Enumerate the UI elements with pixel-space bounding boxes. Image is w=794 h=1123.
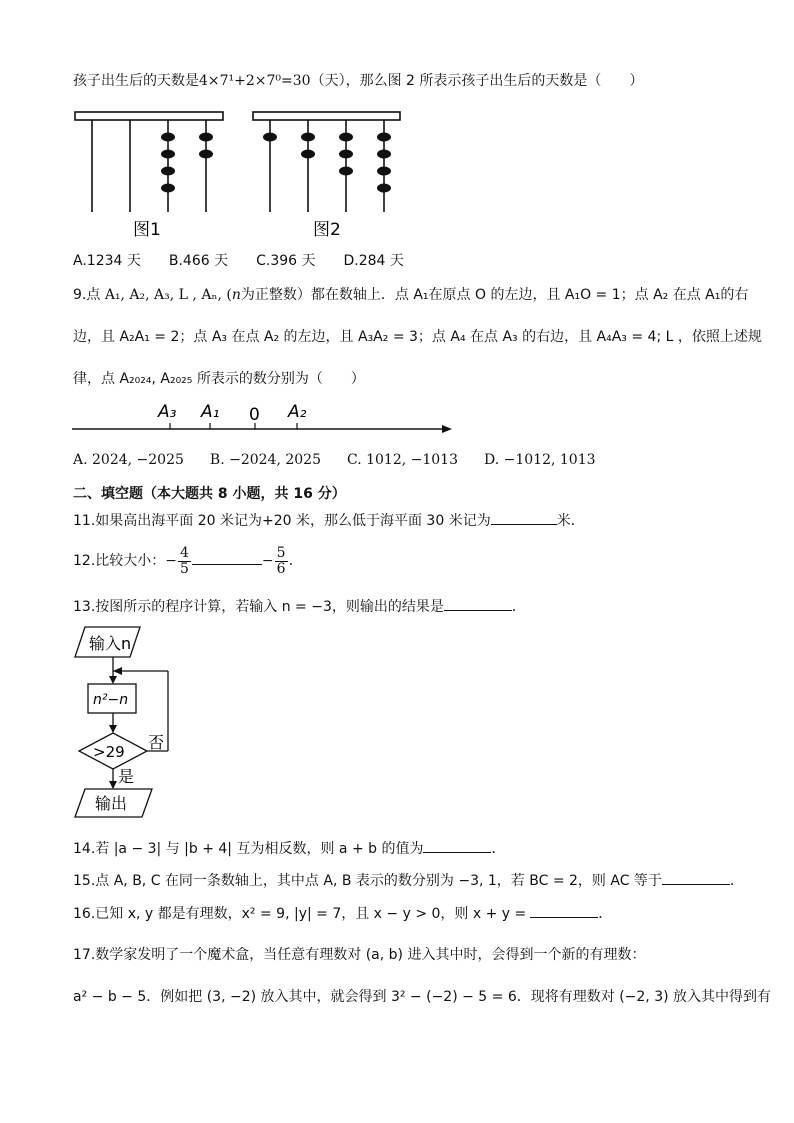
abacus-bead [339,133,353,142]
number-line-label-a2: A₂ [288,402,307,422]
q15 [73,870,744,891]
q12-fraction-1-numerator: 4 [180,544,189,561]
abacus-bead [377,150,391,159]
q14 [73,838,505,859]
figure-1-label: 图1 [133,220,161,240]
q12-fraction-1 [178,546,191,577]
q12-fraction-1-denominator: 5 [180,560,189,577]
flow-output-label: 输出 [95,794,128,813]
abacus-bead [339,167,353,176]
figure-2-label: 图2 [313,220,341,240]
q9-option-c: C. 1012, −1013 [346,452,458,468]
number-line-label-a3: A₃ [158,402,177,422]
q13-end: ． [511,599,526,615]
q8-option-d: D.284 天 [343,253,404,269]
abacus-bead [161,184,175,193]
abacus-bead [377,184,391,193]
q9-options [73,450,624,470]
q12-prefix: 12.比较大小： [73,553,166,569]
q12-minus-1: − [165,553,177,569]
q9-option-a: A. 2024, −2025 [73,452,184,468]
q13 [73,596,526,617]
q13-flowchart [60,620,190,825]
q16 [73,903,612,924]
q12-answer-blank[interactable] [192,550,262,565]
q9-line-3: 律，点 A₂₀₂₄, A₂₀₂₅ 所表示的数分别为（ ） [73,371,365,387]
q15-text: 15.点 A, B, C 在同一条数轴上，其中点 A, B 表示的数分别为 −3, 1，若 BC = 2，则 AC 等于 [73,873,662,889]
abacus-bead [339,150,353,159]
abacus-bead [263,133,277,142]
abacus-bead [377,133,391,142]
q9-line-1 [73,285,748,305]
q17-line-2: a² − b − 5．例如把 (3, −2) 放入其中，就会得到 3² − (−2) − 5 = 6．现将有理数对 (−2, 3) 放入其中得到有 [73,989,772,1005]
abacus-bead [161,167,175,176]
flow-input-label: 输入n [89,634,132,653]
q12-fraction-2-numerator: 5 [276,544,286,561]
q16-end: ． [598,906,613,922]
q8-stem [73,71,643,91]
abacus-bead [199,150,213,159]
q13-text: 13.按图所示的程序计算，若输入 n = −3，则输出的结果是 [73,599,444,615]
q11-answer-blank[interactable] [491,510,557,525]
q12-fraction-2-denominator: 6 [276,560,286,577]
flow-yes-label: 是 [118,767,135,786]
q14-end: ． [491,841,506,857]
q11-text: 11.如果高出海平面 20 米记为+20 米，那么低于海平面 30 米记为 [73,513,491,529]
q8-options [73,251,432,271]
q15-end: ． [729,873,744,889]
flow-condition-label: >29 [93,743,125,761]
abacus-bead [161,133,175,142]
abacus-bead [199,133,213,142]
flow-process-label: n²−n [93,692,129,708]
q9-number-line [60,395,460,440]
q8-formula: 4×7¹+2×7⁰=30 [199,73,311,89]
abacus-figure-2 [253,112,400,212]
number-line-label-a1: A₁ [201,402,220,422]
q9-n: n [231,287,241,303]
q8-option-c: C.396 天 [256,253,316,269]
abacus-bead [301,150,315,159]
abacus-figures [60,105,420,245]
q14-text: 14.若 |a − 3| 与 |b + 4| 互为相反数，则 a + b 的值为 [73,841,424,857]
q11-unit: 米． [556,513,585,529]
q9-line-2: 边，且 A₂A₁ = 2；点 A₃ 在点 A₂ 的左边，且 A₃A₂ = 3；点 A₄ 在点 A₃ 的右边，且 A₄A₃ = 4; L ，依照上述规 [73,329,762,345]
q8-stem-suffix: （天），那么图 2 所表示孩子出生后的天数是（ ） [310,73,644,89]
section-2-title: 二、填空题（本大题共 8 小题，共 16 分） [73,486,346,502]
q15-answer-blank[interactable] [662,870,730,885]
q16-text: 16.已知 x, y 都是有理数，x² = 9, |y| = 7，且 x − y > 0，则 x + y = [73,906,527,922]
number-line-label-zero: 0 [249,405,260,425]
q11 [73,510,585,531]
q16-answer-blank[interactable] [530,903,598,918]
abacus-bead [161,150,175,159]
q12-minus-2: − [261,553,274,569]
q9-number: 9.点 [73,287,105,303]
q14-answer-blank[interactable] [423,838,491,853]
q12-end: . [288,553,294,569]
flow-no-label: 否 [148,733,165,752]
q9-option-d: D. −1012, 1013 [484,452,596,468]
abacus-figure-1 [75,112,223,212]
q8-option-a: A.1234 天 [73,253,141,269]
q12 [73,544,293,578]
q17-line-1: 17.数学家发明了一个魔术盒，当任意有理数对 (a, b) 进入其中时，会得到一个新的有理数： [73,947,646,963]
q8-stem-prefix: 孩子出生后的天数是 [73,73,199,89]
abacus-bead [301,133,315,142]
q13-answer-blank[interactable] [444,596,512,611]
abacus-bead [377,167,391,176]
q9-points: A₁, A₂, A₃, L , Aₙ, ( [104,287,232,303]
q8-option-b: B.466 天 [168,253,229,269]
q9-text-1: 为正整数）都在数轴上．点 A₁在原点 O 的左边，且 A₁O = 1；点 A₂ 在点 A₁的右 [240,287,749,303]
q9-option-b: B. −2024, 2025 [209,452,321,468]
q12-fraction-2 [275,546,288,577]
